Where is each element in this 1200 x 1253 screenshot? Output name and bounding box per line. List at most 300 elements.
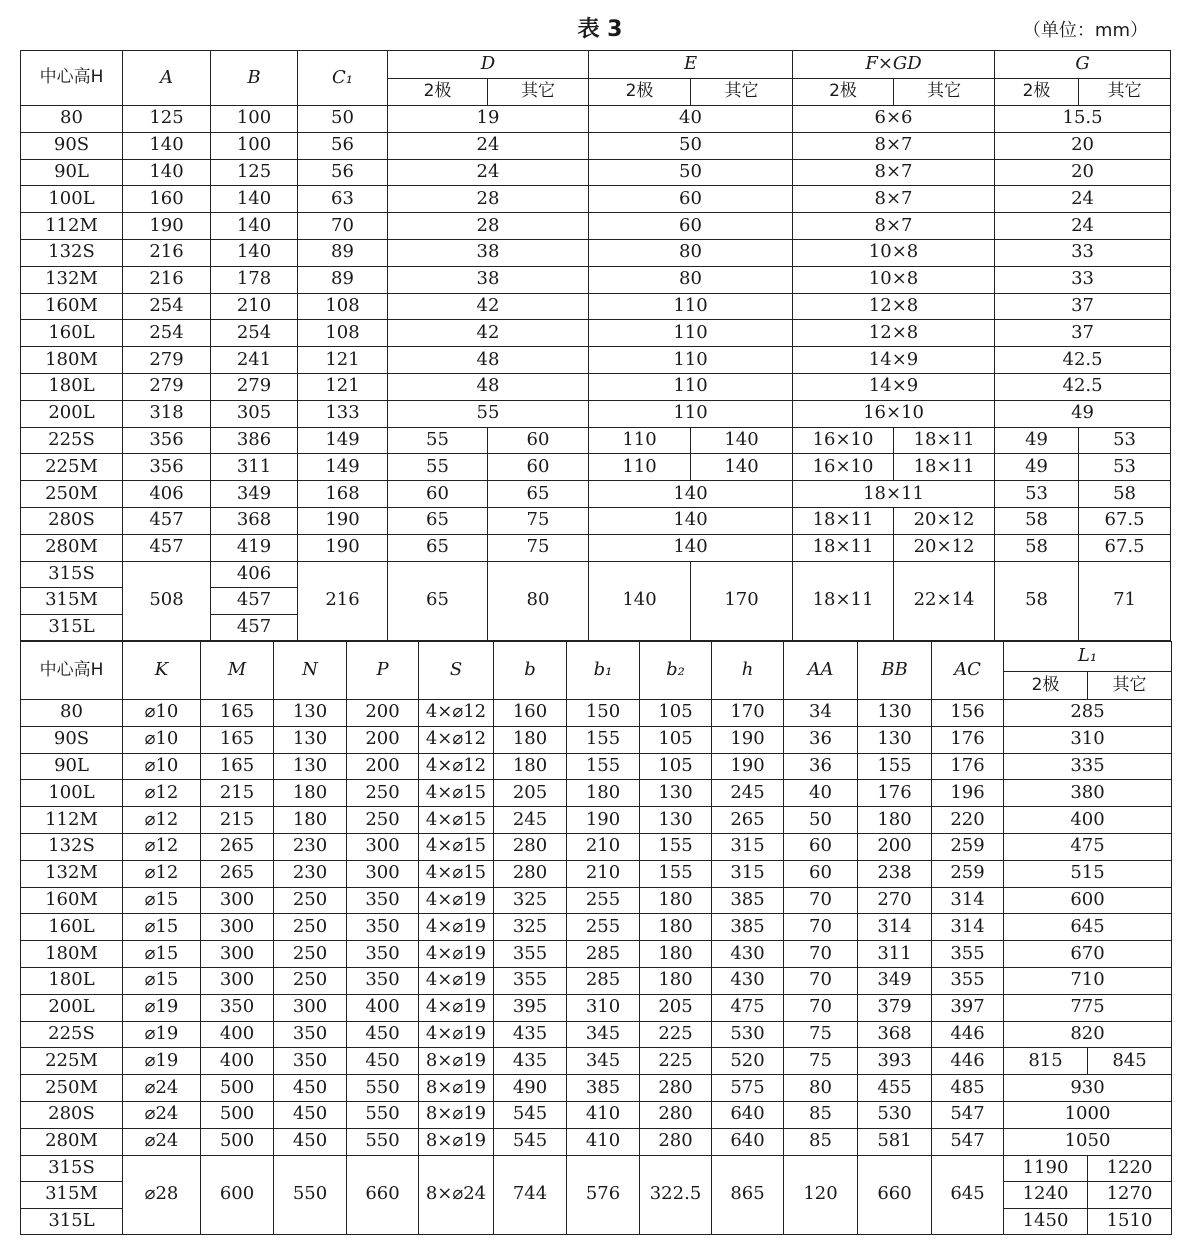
table-cell: 350 (347, 967, 419, 994)
header-cell: E (589, 51, 793, 79)
table-cell: 165 (201, 700, 274, 727)
table-cell: 18×11 (793, 561, 894, 641)
table-row (21, 1155, 1172, 1182)
table-row (21, 1048, 1172, 1075)
table-cell: 16×10 (793, 400, 995, 427)
table-row (21, 132, 1171, 159)
table-cell: 140 (211, 213, 298, 240)
table-cell: 300 (201, 941, 274, 968)
table-cell: 547 (932, 1101, 1004, 1128)
table-cell: 10×8 (793, 239, 995, 266)
table-row (21, 967, 1172, 994)
table-cell: 60 (589, 213, 793, 240)
table-cell: ⌀15 (123, 967, 201, 994)
table-cell: 168 (298, 481, 388, 508)
header-cell: BB (858, 642, 932, 700)
table-cell: ⌀10 (123, 753, 201, 780)
table-cell: 20×12 (894, 534, 995, 561)
header-cell: L₁ (1004, 642, 1172, 672)
table-cell: 130 (858, 700, 932, 727)
table-cell: 155 (567, 726, 640, 753)
table-cell: 385 (567, 1075, 640, 1102)
row-label: 90S (21, 726, 123, 753)
table-cell: 280 (640, 1101, 712, 1128)
table-row (21, 51, 1171, 79)
table-cell: 170 (691, 561, 793, 641)
table-cell: 121 (298, 373, 388, 400)
table-cell: 130 (274, 753, 347, 780)
table-cell: 325 (494, 887, 567, 914)
table-cell: 67.5 (1079, 534, 1171, 561)
table-cell: 170 (712, 700, 784, 727)
table-cell: 645 (1004, 914, 1172, 941)
table-cell: 24 (995, 186, 1171, 213)
table-cell: 85 (784, 1128, 858, 1155)
table-cell: 190 (298, 534, 388, 561)
row-label: 200L (21, 994, 123, 1021)
table-cell: 500 (201, 1101, 274, 1128)
table-cell: 70 (784, 887, 858, 914)
header-cell: 2极 (589, 79, 691, 106)
table-cell: 180 (640, 914, 712, 941)
table-cell: 108 (298, 293, 388, 320)
table-cell: 216 (123, 239, 211, 266)
table-cell: 379 (858, 994, 932, 1021)
table-cell: 410 (567, 1128, 640, 1155)
table-cell: 18×11 (793, 481, 995, 508)
table-cell: 520 (712, 1048, 784, 1075)
table-cell: 110 (589, 454, 691, 481)
table-cell: 190 (567, 807, 640, 834)
header-cell: b₁ (567, 642, 640, 700)
table-cell: 8×⌀19 (419, 1048, 494, 1075)
table-cell: 500 (201, 1075, 274, 1102)
table-cell: 37 (995, 293, 1171, 320)
table-cell: 50 (589, 132, 793, 159)
table-cell: 385 (712, 887, 784, 914)
table-cell: ⌀19 (123, 994, 201, 1021)
table-cell: 406 (211, 561, 298, 588)
table-cell: 18×11 (894, 427, 995, 454)
table-cell: 110 (589, 320, 793, 347)
row-label: 132S (21, 239, 123, 266)
table-cell: 155 (567, 753, 640, 780)
row-label: 180L (21, 373, 123, 400)
table-cell: 120 (784, 1155, 858, 1235)
table-cell: 265 (712, 807, 784, 834)
table-cell: 300 (201, 914, 274, 941)
table-cell: 250 (274, 887, 347, 914)
table-cell: 22×14 (894, 561, 995, 641)
table-cell: 180 (567, 780, 640, 807)
table-cell: ⌀24 (123, 1075, 201, 1102)
table-cell: 125 (211, 159, 298, 186)
row-label: 225M (21, 1048, 123, 1075)
table-cell: 19 (388, 106, 589, 133)
table-cell: ⌀15 (123, 941, 201, 968)
table-cell: 550 (347, 1128, 419, 1155)
table-cell: 38 (388, 239, 589, 266)
table-cell: ⌀15 (123, 887, 201, 914)
table-cell: 65 (388, 561, 488, 641)
table-cell: 121 (298, 347, 388, 374)
table-cell: 4×⌀12 (419, 700, 494, 727)
table-cell: ⌀12 (123, 807, 201, 834)
row-label: 280S (21, 507, 123, 534)
table-cell: 58 (995, 534, 1079, 561)
table-cell: 60 (784, 860, 858, 887)
row-label: 132S (21, 833, 123, 860)
table-cell: 70 (784, 994, 858, 1021)
table-cell: 285 (567, 941, 640, 968)
table-cell: 255 (567, 887, 640, 914)
table-cell: 140 (589, 507, 793, 534)
table-cell: 355 (494, 967, 567, 994)
table-cell: 63 (298, 186, 388, 213)
table-cell: 1220 (1088, 1155, 1172, 1182)
table-cell: 125 (123, 106, 211, 133)
table-cell: 105 (640, 753, 712, 780)
table-cell: 545 (494, 1101, 567, 1128)
table-cell: 356 (123, 454, 211, 481)
table-cell: 89 (298, 266, 388, 293)
table-cell: 250 (274, 914, 347, 941)
table-cell: 600 (201, 1155, 274, 1235)
unit-label: （单位：mm） (1022, 20, 1148, 41)
table-cell: 18×11 (793, 534, 894, 561)
table-cell: 58 (1079, 481, 1171, 508)
table-cell: 38 (388, 266, 589, 293)
table-cell: 280 (640, 1128, 712, 1155)
table-cell: 1050 (1004, 1128, 1172, 1155)
table-cell: 130 (858, 726, 932, 753)
table-cell: 4×⌀15 (419, 833, 494, 860)
table-cell: 4×⌀19 (419, 1021, 494, 1048)
table-cell: 200 (347, 753, 419, 780)
row-label: 180M (21, 347, 123, 374)
table-row (21, 507, 1171, 534)
table-cell: 75 (488, 507, 589, 534)
row-label: 225S (21, 1021, 123, 1048)
table-cell: 279 (211, 373, 298, 400)
table-cell: 238 (858, 860, 932, 887)
table-row (21, 373, 1171, 400)
table-cell: 4×⌀19 (419, 887, 494, 914)
table-cell: 220 (932, 807, 1004, 834)
table-row (21, 106, 1171, 133)
table-cell: 475 (1004, 833, 1172, 860)
table-row (21, 753, 1172, 780)
header-cell: P (347, 642, 419, 700)
table-cell: 314 (858, 914, 932, 941)
table-cell: 280 (494, 860, 567, 887)
table-cell: 165 (201, 726, 274, 753)
table-cell: 18×11 (793, 507, 894, 534)
table-cell: 775 (1004, 994, 1172, 1021)
row-label: 315S (21, 1155, 123, 1182)
table-cell: 149 (298, 427, 388, 454)
table-cell: 245 (494, 807, 567, 834)
table-cell: 190 (298, 507, 388, 534)
table-cell: 12×8 (793, 320, 995, 347)
table-cell: 279 (123, 347, 211, 374)
header-cell: G (995, 51, 1171, 79)
table-cell: 165 (201, 753, 274, 780)
table-cell: 80 (488, 561, 589, 641)
table-cell: 200 (347, 700, 419, 727)
row-label: 315M (21, 588, 123, 615)
table-cell: 430 (712, 941, 784, 968)
table-cell: 670 (1004, 941, 1172, 968)
table-cell: 350 (274, 1048, 347, 1075)
table-cell: 645 (932, 1155, 1004, 1235)
table-cell: 133 (298, 400, 388, 427)
table-cell: 210 (211, 293, 298, 320)
table-cell: 130 (640, 780, 712, 807)
table-row (21, 400, 1171, 427)
table-cell: 89 (298, 239, 388, 266)
table-cell: 455 (858, 1075, 932, 1102)
dimension-table-upper (20, 50, 1171, 641)
table-cell: 156 (932, 700, 1004, 727)
table-row (21, 833, 1172, 860)
table-cell: 20 (995, 132, 1171, 159)
table-cell: 300 (274, 994, 347, 1021)
table-cell: 20 (995, 159, 1171, 186)
table-cell: 28 (388, 213, 589, 240)
table-row (21, 1075, 1172, 1102)
table-cell: 4×⌀19 (419, 967, 494, 994)
table-cell: 34 (784, 700, 858, 727)
row-label: 280M (21, 534, 123, 561)
table-cell: 180 (640, 887, 712, 914)
header-cell: N (274, 642, 347, 700)
row-label: 90L (21, 753, 123, 780)
table-cell: ⌀24 (123, 1101, 201, 1128)
table-cell: 410 (567, 1101, 640, 1128)
row-label: 90S (21, 132, 123, 159)
table-cell: 265 (201, 833, 274, 860)
table-cell: 640 (712, 1101, 784, 1128)
table-cell: 110 (589, 347, 793, 374)
table-cell: 140 (589, 534, 793, 561)
table-cell: 20×12 (894, 507, 995, 534)
table-cell: 67.5 (1079, 507, 1171, 534)
table-cell: 270 (858, 887, 932, 914)
table-cell: 349 (858, 967, 932, 994)
table-cell: 210 (567, 860, 640, 887)
table-title: 表 3 (577, 17, 623, 42)
row-label: 160L (21, 914, 123, 941)
table-cell: 155 (640, 860, 712, 887)
table-cell: 180 (494, 726, 567, 753)
table-cell: 225 (640, 1021, 712, 1048)
table-cell: ⌀10 (123, 700, 201, 727)
table-cell: 108 (298, 320, 388, 347)
table-row (21, 213, 1171, 240)
table-cell: 40 (784, 780, 858, 807)
header-cell: 其它 (691, 79, 793, 106)
table-cell: 660 (347, 1155, 419, 1235)
table-cell: 8×⌀19 (419, 1101, 494, 1128)
row-label: 80 (21, 700, 123, 727)
table-cell: 318 (123, 400, 211, 427)
table-cell: 547 (932, 1128, 1004, 1155)
table-cell: 176 (932, 726, 1004, 753)
table-cell: 178 (211, 266, 298, 293)
table-cell: 40 (589, 106, 793, 133)
table-cell: 65 (388, 534, 488, 561)
table-cell: 485 (932, 1075, 1004, 1102)
table-cell: 4×⌀15 (419, 780, 494, 807)
table-cell: 42 (388, 320, 589, 347)
table-cell: 550 (274, 1155, 347, 1235)
table-cell: ⌀24 (123, 1128, 201, 1155)
header-cell: b₂ (640, 642, 712, 700)
table-cell: 16×10 (793, 427, 894, 454)
table-cell: 4×⌀12 (419, 753, 494, 780)
table-cell: 149 (298, 454, 388, 481)
table-cell: 1000 (1004, 1101, 1172, 1128)
table-cell: 196 (932, 780, 1004, 807)
table-cell: 245 (712, 780, 784, 807)
row-label: 132M (21, 266, 123, 293)
row-label: 315L (21, 614, 123, 641)
table-cell: 575 (712, 1075, 784, 1102)
header-cell: 中心高H (21, 642, 123, 700)
table-cell: 368 (211, 507, 298, 534)
table-cell: 180 (274, 780, 347, 807)
row-label: 112M (21, 213, 123, 240)
table-cell: 397 (932, 994, 1004, 1021)
table-cell: 53 (1079, 427, 1171, 454)
header-cell: 2极 (793, 79, 894, 106)
header-cell: 中心高H (21, 51, 123, 106)
table-cell: 368 (858, 1021, 932, 1048)
table-cell: 200 (347, 726, 419, 753)
table-cell: 50 (298, 106, 388, 133)
table-cell: 230 (274, 860, 347, 887)
table-row (21, 266, 1171, 293)
table-cell: 70 (784, 941, 858, 968)
table-cell: 335 (1004, 753, 1172, 780)
table-cell: 300 (201, 887, 274, 914)
table-cell: 60 (488, 454, 589, 481)
table-cell: 160 (123, 186, 211, 213)
dimension-table-lower (20, 641, 1172, 1235)
table-row (21, 427, 1171, 454)
table-cell: 4×⌀19 (419, 914, 494, 941)
table-cell: 435 (494, 1048, 567, 1075)
header-cell: 2极 (995, 79, 1079, 106)
header-cell: K (123, 642, 201, 700)
table-cell: 380 (1004, 780, 1172, 807)
header-cell: AC (932, 642, 1004, 700)
table-cell: ⌀19 (123, 1048, 201, 1075)
table-row (21, 860, 1172, 887)
table-cell: 53 (995, 481, 1079, 508)
table-cell: 315 (712, 833, 784, 860)
table-row (21, 347, 1171, 374)
table-cell: 110 (589, 427, 691, 454)
table-row (21, 561, 1171, 588)
table-cell: 33 (995, 239, 1171, 266)
table-cell: 8×7 (793, 186, 995, 213)
header-cell: D (388, 51, 589, 79)
table-cell: 446 (932, 1021, 1004, 1048)
table-cell: 530 (712, 1021, 784, 1048)
table-cell: 4×⌀15 (419, 860, 494, 887)
table-cell: 71 (1079, 561, 1171, 641)
table-cell: 550 (347, 1075, 419, 1102)
row-label: 90L (21, 159, 123, 186)
table-cell: 350 (201, 994, 274, 1021)
table-cell: 140 (589, 481, 793, 508)
row-label: 280S (21, 1101, 123, 1128)
table-cell: ⌀15 (123, 914, 201, 941)
table-cell: 53 (1079, 454, 1171, 481)
row-label: 225M (21, 454, 123, 481)
table-cell: 50 (784, 807, 858, 834)
table-cell: 1190 (1004, 1155, 1088, 1182)
row-label: 225S (21, 427, 123, 454)
table-cell: 285 (567, 967, 640, 994)
table-cell: 450 (274, 1128, 347, 1155)
table-cell: 155 (640, 833, 712, 860)
row-label: 250M (21, 1075, 123, 1102)
table-cell: 190 (123, 213, 211, 240)
table-row (21, 807, 1172, 834)
row-label: 250M (21, 481, 123, 508)
table-cell: 48 (388, 347, 589, 374)
table-row (21, 726, 1172, 753)
table-cell: 450 (274, 1101, 347, 1128)
table-cell: 140 (211, 239, 298, 266)
table-row (21, 186, 1171, 213)
table-cell: 744 (494, 1155, 567, 1235)
table-cell: 1270 (1088, 1182, 1172, 1209)
table-cell: 545 (494, 1128, 567, 1155)
table-cell: 4×⌀19 (419, 941, 494, 968)
table-cell: 259 (932, 860, 1004, 887)
table-cell: 140 (123, 132, 211, 159)
table-cell: 60 (388, 481, 488, 508)
table-cell: 110 (589, 293, 793, 320)
table-cell: 60 (488, 427, 589, 454)
table-cell: 24 (995, 213, 1171, 240)
table-cell: 180 (640, 941, 712, 968)
table-cell: 355 (932, 941, 1004, 968)
table-cell: 581 (858, 1128, 932, 1155)
table-cell: 105 (640, 700, 712, 727)
table-cell: 345 (567, 1048, 640, 1075)
table-cell: 80 (589, 266, 793, 293)
table-cell: 80 (784, 1075, 858, 1102)
table-cell: 55 (388, 427, 488, 454)
table-row (21, 1101, 1172, 1128)
row-label: 160M (21, 887, 123, 914)
table-cell: 60 (784, 833, 858, 860)
table-cell: 65 (488, 481, 589, 508)
header-cell: 其它 (1079, 79, 1171, 106)
table-cell: 322.5 (640, 1155, 712, 1235)
table-cell: 140 (589, 561, 691, 641)
table-row (21, 239, 1171, 266)
table-cell: 4×⌀12 (419, 726, 494, 753)
table-cell: 300 (201, 967, 274, 994)
table-cell: 176 (932, 753, 1004, 780)
table-cell: 6×6 (793, 106, 995, 133)
